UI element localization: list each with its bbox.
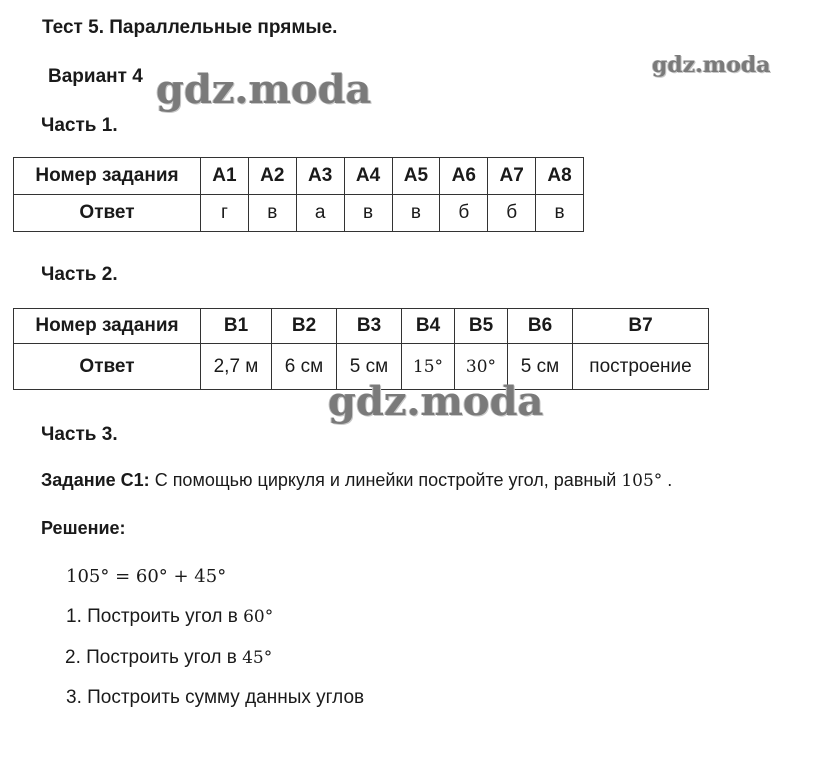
part1-answer-cell: в bbox=[536, 195, 584, 232]
part2-answer-cell: 2,7 м bbox=[201, 344, 272, 390]
part1-answer-cell: а bbox=[296, 195, 344, 232]
task-c1-angle: 105° bbox=[621, 471, 663, 491]
step-text: 3. Построить сумму данных углов bbox=[66, 687, 365, 708]
part1-task-cell: A3 bbox=[296, 158, 344, 195]
part1-task-cell: A2 bbox=[248, 158, 296, 195]
part1-answer-cell: б bbox=[488, 195, 536, 232]
part2-answer-cell: 15° bbox=[402, 344, 455, 390]
part1-task-cell: A7 bbox=[488, 158, 536, 195]
part1-task-cell: A1 bbox=[201, 158, 249, 195]
variant-label: Вариант 4 bbox=[48, 66, 143, 87]
task-c1 bbox=[41, 470, 672, 491]
part1-task-cell: A8 bbox=[536, 158, 584, 195]
part1-task-row bbox=[14, 158, 584, 195]
watermark-logo-3: gdz.moda bbox=[328, 378, 544, 425]
part1-answer-cell: в bbox=[344, 195, 392, 232]
part1-task-cell: A6 bbox=[440, 158, 488, 195]
part2-task-cell: B7 bbox=[573, 309, 709, 344]
part2-task-cell: B6 bbox=[508, 309, 573, 344]
part2-task-cell: B3 bbox=[337, 309, 402, 344]
part2-task-cell: B1 bbox=[201, 309, 272, 344]
part1-answer-cell: б bbox=[440, 195, 488, 232]
part2-task-cell: B4 bbox=[402, 309, 455, 344]
part2-answer-cell: 30° bbox=[455, 344, 508, 390]
step-text: 1. Построить угол в bbox=[66, 606, 244, 627]
step-value: 45° bbox=[242, 648, 273, 668]
watermark-logo-1: gdz.moda bbox=[156, 66, 372, 113]
equation: 105° = 60° + 45° bbox=[66, 566, 227, 587]
part1-answer-row bbox=[14, 195, 584, 232]
part2-heading: Часть 2. bbox=[41, 264, 118, 285]
row-label-task: Номер задания bbox=[14, 309, 201, 344]
task-c1-text: С помощью циркуля и линейки постройте угол, равный bbox=[149, 470, 622, 490]
row-label-task: Номер задания bbox=[14, 158, 201, 195]
solution-step bbox=[66, 606, 273, 628]
solution-label: Решение: bbox=[41, 518, 126, 538]
part1-table bbox=[13, 157, 584, 232]
page-title: Тест 5. Параллельные прямые. bbox=[42, 17, 338, 38]
task-c1-end: . bbox=[662, 470, 673, 490]
watermark-logo-2: gdz.moda bbox=[652, 52, 771, 78]
step-value: 60° bbox=[243, 607, 274, 627]
part1-task-cell: A5 bbox=[392, 158, 440, 195]
row-label-answer: Ответ bbox=[14, 344, 201, 390]
part2-task-cell: B2 bbox=[272, 309, 337, 344]
part1-answer-cell: в bbox=[392, 195, 440, 232]
part1-answer-cell: в bbox=[248, 195, 296, 232]
part2-answer-cell: 5 см bbox=[337, 344, 402, 390]
part2-answer-cell: 6 см bbox=[272, 344, 337, 390]
part1-task-cell: A4 bbox=[344, 158, 392, 195]
row-label-answer: Ответ bbox=[14, 195, 201, 232]
task-c1-label: Задание C1: bbox=[41, 470, 150, 490]
part1-heading: Часть 1. bbox=[41, 115, 118, 136]
step-text: 2. Построить угол в bbox=[65, 647, 243, 668]
part2-task-cell: B5 bbox=[455, 309, 508, 344]
part2-answer-cell: 5 см bbox=[508, 344, 573, 390]
part3-heading: Часть 3. bbox=[41, 424, 118, 445]
solution-step bbox=[66, 687, 364, 709]
solution-step bbox=[65, 647, 272, 669]
part2-task-row bbox=[14, 309, 709, 344]
part1-answer-cell: г bbox=[201, 195, 249, 232]
part2-answer-cell: построение bbox=[573, 344, 709, 390]
